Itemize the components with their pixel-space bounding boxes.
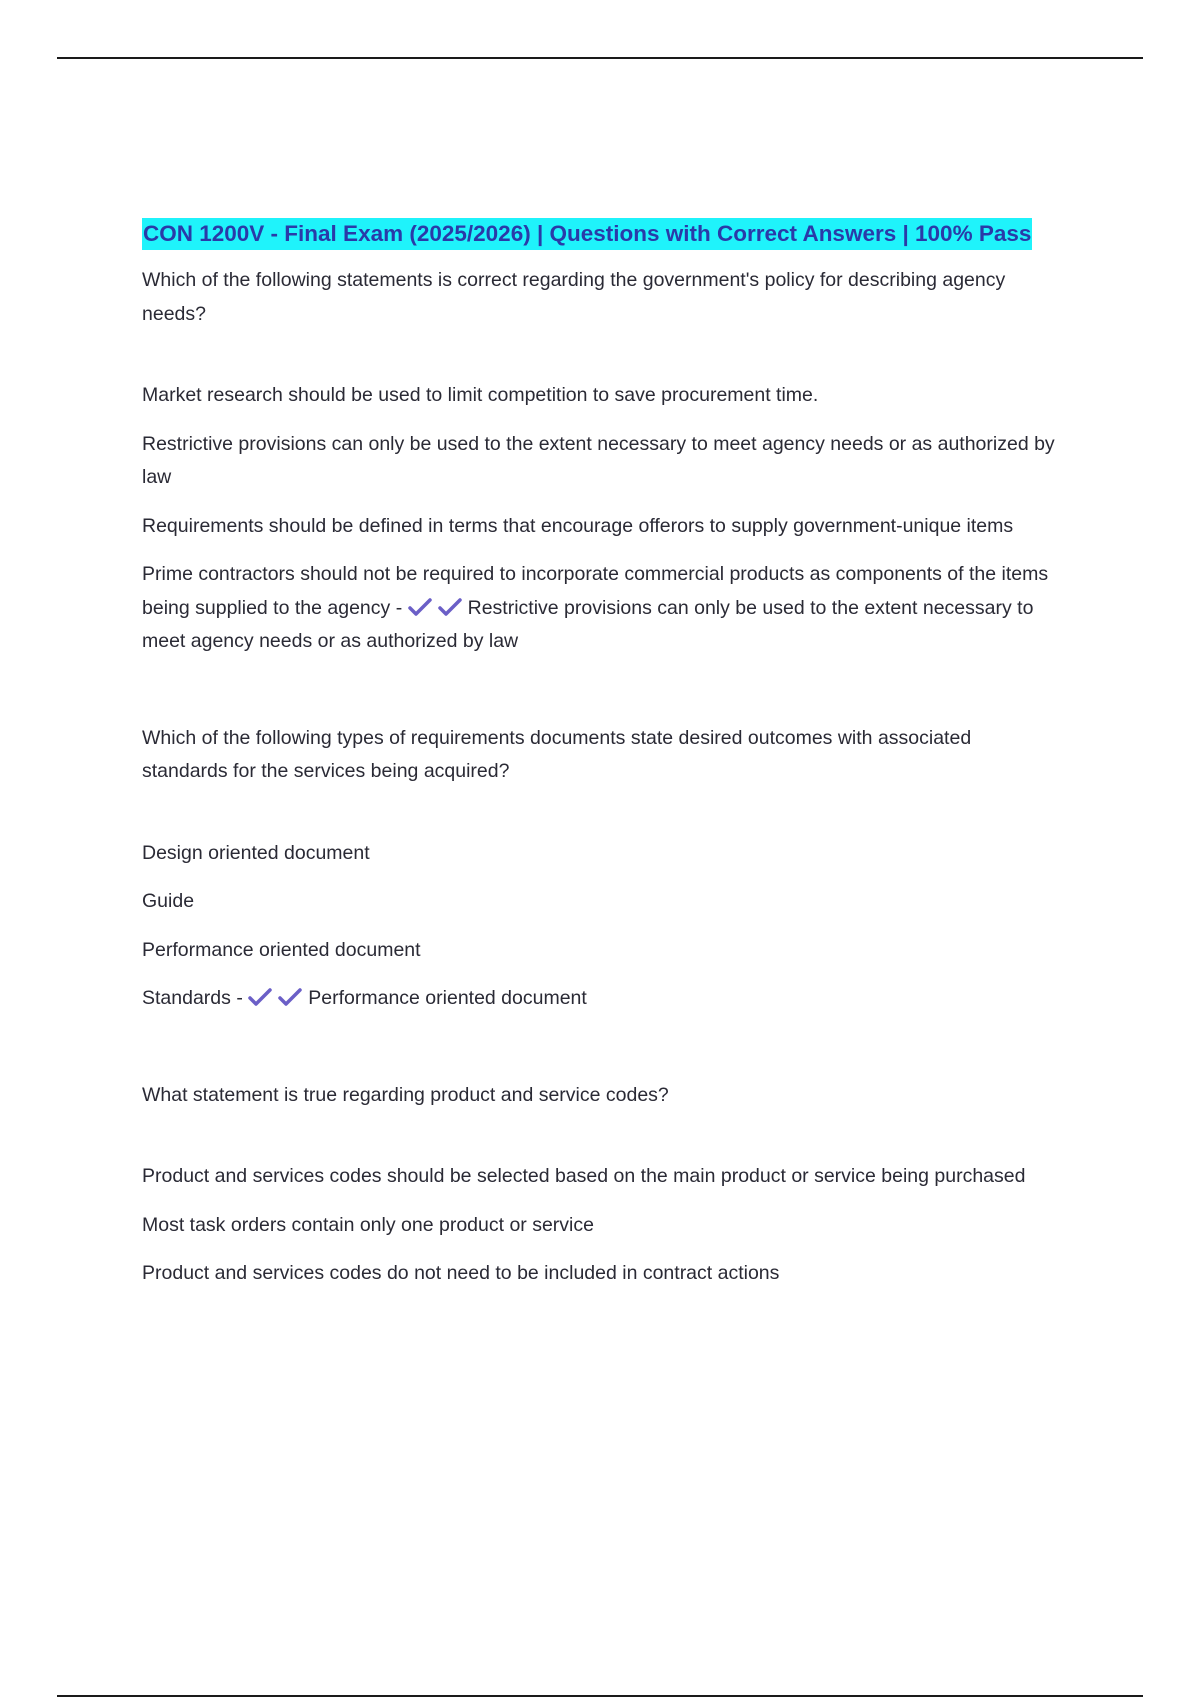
question-block-3 [142,1079,1062,1291]
question-text: Which of the following types of requirements documents state desired outcomes with associated standards for the services being acquired? [142,726,972,782]
answer-separator: - [230,987,249,1009]
answer-option: Design oriented document [142,841,370,864]
answer-option: Product and services codes should be selected based on the main product or service being purchased [142,1165,1026,1187]
question-text: What statement is true regarding product and service codes? [142,1083,669,1106]
answer-option: Product and services codes do not need to be included in contract actions [142,1262,780,1284]
document-title [142,214,1062,253]
answer-option-text: Standards [142,987,231,1009]
check-icon [408,597,434,617]
answer-option: Most task orders contain only one product or service [142,1213,594,1236]
answer-option: Market research should be used to limit competition to save procurement time. [142,384,819,406]
check-icon [278,987,304,1007]
check-icon [438,597,464,617]
answer-option-text: Prime contractors should not be required to incorporate commercial products as components of the items being supplied to the agency [142,563,1049,619]
answer-option: Restrictive provisions can only be used to the extent necessary to meet agency needs or as authorized by law [142,432,1055,488]
check-icon [248,987,274,1007]
answer-option-with-answer [142,558,1062,659]
answer-option: Performance oriented document [142,938,421,961]
question-block-1 [142,264,1062,659]
answer-option: Requirements should be defined in terms that encourage offerors to supply government-unique items [142,514,1014,537]
question-block-2 [142,722,1062,1016]
footer-rule [57,1695,1143,1697]
title-highlight: CON 1200V - Final Exam (2025/2026) | Questions with Correct Answers | 100% Pass [142,218,1032,250]
answer-option-with-answer [142,982,1062,1016]
correct-answer: Restrictive provisions can only be used to the extent necessary to meet agency needs or as authorized by law [142,596,1034,652]
correct-answer: Performance oriented document [308,987,587,1009]
answer-separator: - [390,596,408,619]
header-rule [57,57,1143,59]
answer-option: Guide [142,890,195,912]
question-text: Which of the following statements is correct regarding the government's policy for describing agency needs? [142,269,1006,325]
document-body [142,214,1062,1306]
